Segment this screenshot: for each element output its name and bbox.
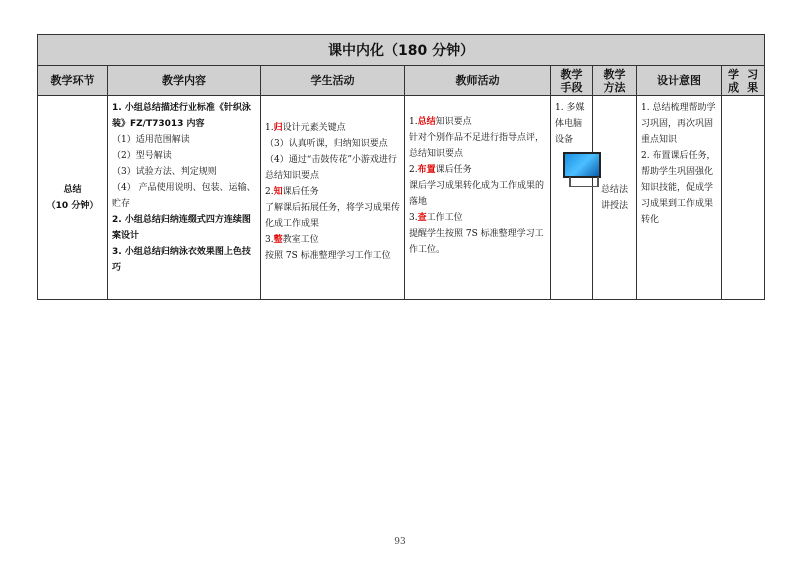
content-item-3: 3. 小组总结归纳泳衣效果图上色技巧 bbox=[112, 247, 251, 273]
content-sub-1: （1）适用范围解读 bbox=[112, 135, 190, 145]
lesson-plan-table bbox=[37, 34, 765, 300]
student-line-7: 按照 7S 标准整理学习工作工位 bbox=[265, 251, 391, 261]
intent-item-2: 2. 布置课后任务，帮助学生巩固强化知识技能，促成学习成果到工作成果转化 bbox=[641, 151, 716, 225]
teacher-line-4: 课后学习成果转化成为工作成果的落地 bbox=[409, 181, 545, 207]
means-text: 1. 多媒体电脑设备 bbox=[555, 103, 585, 145]
header-stage: 教学环节 bbox=[38, 66, 108, 96]
header-intent: 设计意图 bbox=[637, 66, 722, 96]
student-line-5: 了解课后拓展任务，将学习成果传化成工作成果 bbox=[265, 203, 401, 229]
student-line-2: （3）认真听课，归纳知识要点 bbox=[265, 139, 388, 149]
stage-duration: （10 分钟） bbox=[46, 200, 99, 211]
content-item-2: 2. 小组总结归纳连缀式四方连续图案设计 bbox=[112, 215, 251, 241]
teacher-line-5: 3.查工作工位 bbox=[409, 213, 463, 223]
intent-item-1: 1. 总结梳理帮助学习巩固，再次巩固重点知识 bbox=[641, 103, 716, 145]
teacher-line-3: 2.布置课后任务 bbox=[409, 165, 472, 175]
keyword-zhi: 知 bbox=[273, 187, 283, 197]
student-line-6: 3.整教室工位 bbox=[265, 235, 319, 245]
table-title: 课中内化（180 分钟） bbox=[38, 35, 765, 66]
content-sub-3: （3）试验方法、判定规则 bbox=[112, 167, 217, 177]
means-cell bbox=[551, 96, 593, 300]
monitor-icon bbox=[563, 152, 603, 186]
method-cell bbox=[593, 96, 637, 300]
keyword-cha: 查 bbox=[417, 213, 427, 223]
student-line-4: 2.知课后任务 bbox=[265, 187, 319, 197]
page-number: 93 bbox=[394, 537, 406, 547]
keyword-gui: 归 bbox=[273, 123, 283, 133]
outcome-cell bbox=[722, 96, 765, 300]
keyword-zheng: 整 bbox=[273, 235, 283, 245]
teacher-line-1: 1.总结知识要点 bbox=[409, 117, 472, 127]
stage-cell bbox=[38, 96, 108, 300]
content-item-1: 1. 小组总结描述行业标准《针织泳装》FZ/T73013 内容 bbox=[112, 103, 251, 129]
student-cell bbox=[261, 96, 405, 300]
content-cell bbox=[108, 96, 261, 300]
header-teacher: 教师活动 bbox=[405, 66, 551, 96]
header-content: 教学内容 bbox=[108, 66, 261, 96]
header-student: 学生活动 bbox=[261, 66, 405, 96]
intent-cell bbox=[637, 96, 722, 300]
header-method: 教学 方法 bbox=[593, 66, 637, 96]
stage-name: 总结 bbox=[63, 184, 82, 195]
content-sub-2: （2）型号解读 bbox=[112, 151, 172, 161]
header-means: 教学 手段 bbox=[551, 66, 593, 96]
header-outcome: 学 习 成果 bbox=[722, 66, 765, 96]
teacher-line-6: 提醒学生按照 7S 标准整理学习工作工位。 bbox=[409, 229, 544, 255]
teacher-cell bbox=[405, 96, 551, 300]
teacher-line-2: 针对个别作品不足进行指导点评，总结知识要点 bbox=[409, 133, 545, 159]
keyword-zongjie: 总结 bbox=[417, 117, 436, 127]
student-line-1: 1.归设计元素关键点 bbox=[265, 123, 346, 133]
method-text: 总结法讲授法 bbox=[600, 184, 628, 211]
keyword-buzhi: 布置 bbox=[417, 165, 436, 175]
student-line-3: （4）通过“击鼓传花”小游戏进行总结知识要点 bbox=[265, 155, 397, 181]
content-sub-4: （4） 产品使用说明、包装、运输、贮存 bbox=[112, 183, 256, 209]
